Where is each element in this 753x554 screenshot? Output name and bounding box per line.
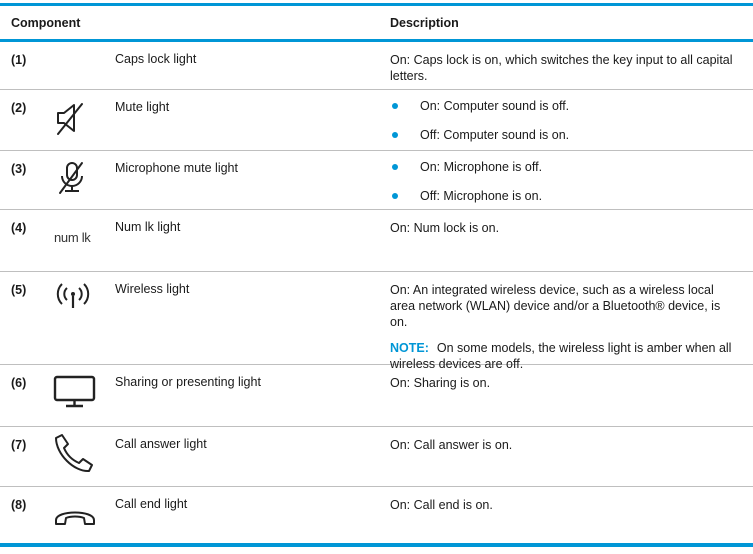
header-component: Component bbox=[11, 16, 81, 30]
row-number: (2) bbox=[11, 101, 27, 115]
row-number: (1) bbox=[11, 53, 27, 67]
phone-answer-icon bbox=[50, 432, 96, 474]
num-lock-icon-text: num lk bbox=[54, 230, 91, 245]
table-row bbox=[0, 272, 753, 371]
list-item: Off: Microphone is on. bbox=[390, 188, 740, 217]
component-description: On: Call answer is on. bbox=[390, 438, 513, 452]
row-number: (8) bbox=[11, 498, 27, 512]
table-row bbox=[0, 487, 753, 543]
table-bottom-rule bbox=[0, 543, 753, 547]
monitor-icon bbox=[53, 375, 97, 409]
component-description: On: Caps lock is on, which switches the key input to all capital letters. bbox=[390, 53, 733, 83]
table-row bbox=[0, 210, 753, 272]
component-name: Num lk light bbox=[115, 220, 181, 234]
description-bullets bbox=[390, 159, 740, 217]
description-bullets bbox=[390, 98, 740, 156]
header-description: Description bbox=[390, 16, 459, 30]
list-item: On: Computer sound is off. bbox=[390, 98, 740, 127]
microphone-mute-icon bbox=[50, 157, 90, 197]
component-name: Call answer light bbox=[115, 437, 207, 451]
wireless-icon bbox=[55, 280, 91, 314]
table-top-rule bbox=[0, 3, 753, 6]
note-text: On some models, the wireless light is amber when all wireless devices are off. bbox=[390, 341, 732, 371]
list-item: Off: Computer sound is on. bbox=[390, 127, 740, 156]
row-number: (5) bbox=[11, 283, 27, 297]
component-description bbox=[390, 282, 740, 372]
component-name: Mute light bbox=[115, 100, 170, 114]
phone-end-icon bbox=[53, 505, 97, 527]
description-text: On: An integrated wireless device, such as a wireless local area network (WLAN) device and/or a Bluetooth® device, is on. bbox=[390, 283, 721, 329]
table-row bbox=[0, 151, 753, 210]
row-number: (3) bbox=[11, 162, 27, 176]
table-row bbox=[0, 42, 753, 90]
list-item: On: Microphone is off. bbox=[390, 159, 740, 188]
component-name: Microphone mute light bbox=[115, 161, 238, 175]
component-name: Wireless light bbox=[115, 282, 190, 296]
component-name: Sharing or presenting light bbox=[115, 375, 261, 389]
component-description: On: Call end is on. bbox=[390, 498, 493, 512]
component-description: On: Num lock is on. bbox=[390, 221, 500, 235]
table-row bbox=[0, 365, 753, 427]
row-number: (6) bbox=[11, 376, 27, 390]
note-label: NOTE: bbox=[390, 341, 429, 355]
row-number: (7) bbox=[11, 438, 27, 452]
table-row bbox=[0, 427, 753, 487]
component-name: Caps lock light bbox=[115, 52, 197, 66]
component-description: On: Sharing is on. bbox=[390, 376, 491, 390]
table-row bbox=[0, 90, 753, 151]
mute-icon bbox=[50, 98, 90, 138]
row-number: (4) bbox=[11, 221, 27, 235]
component-name: Call end light bbox=[115, 497, 188, 511]
